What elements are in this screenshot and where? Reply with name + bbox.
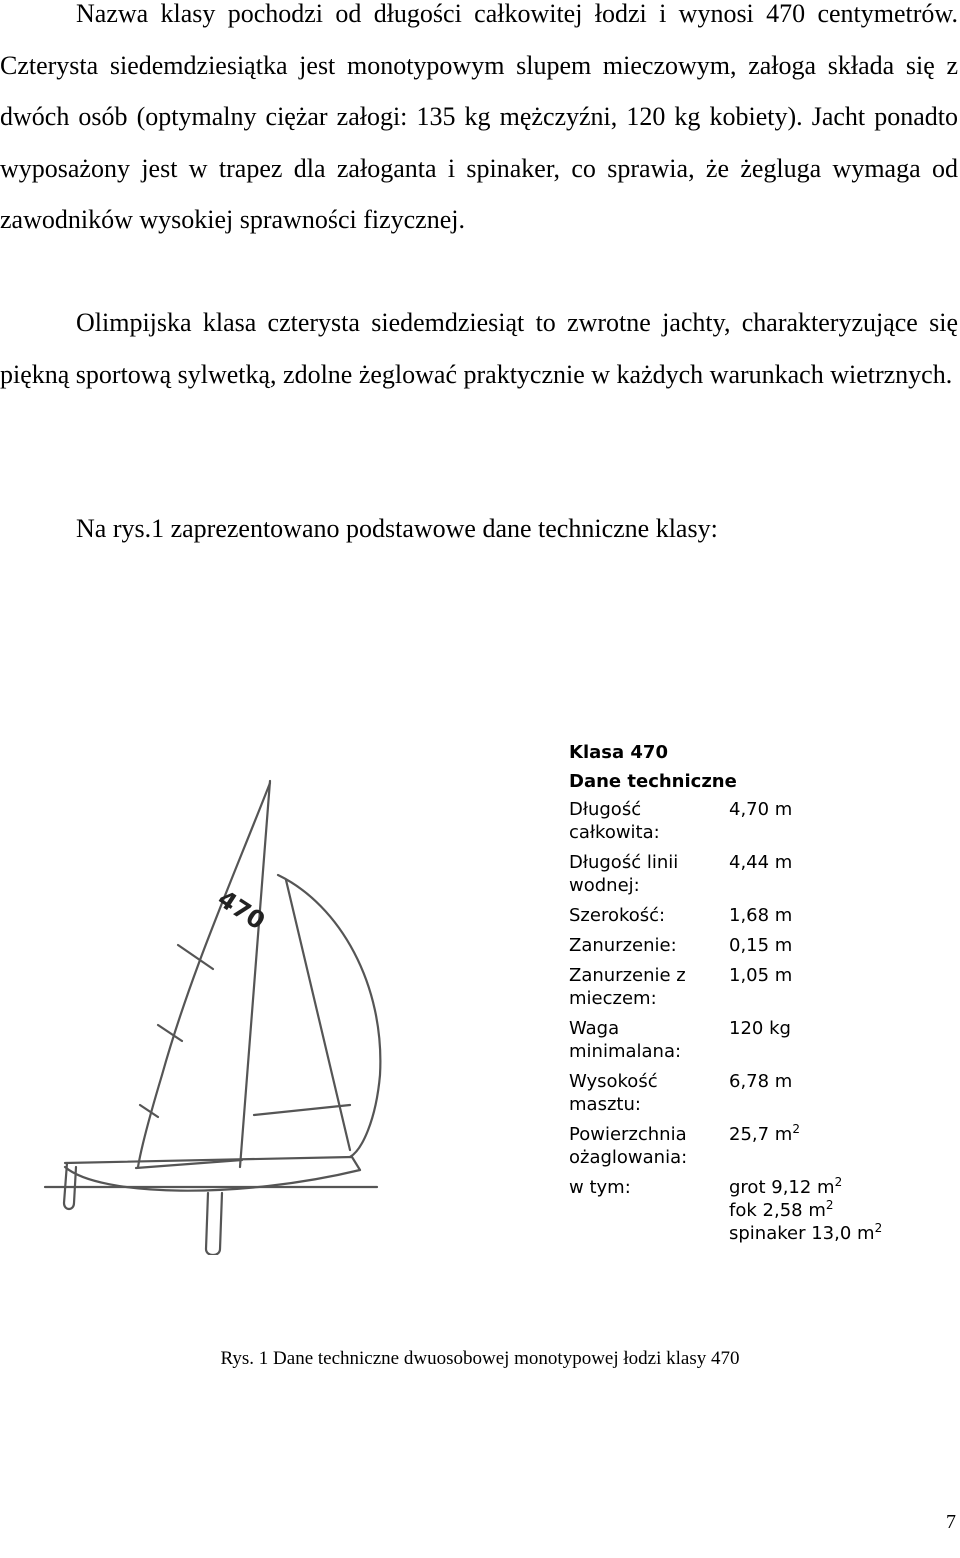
spinnaker [278, 875, 380, 1157]
spec-value [729, 1123, 882, 1176]
paragraph-text: Olimpijska klasa czterysta siedemdziesiąt to zwrotne jachty, charakteryzujące się piękną sportową sylwetką, zdolne żeglować praktycznie w każdych warunkach wietrznych. [0, 308, 958, 389]
breakdown-value: 9,12 m [771, 1177, 835, 1198]
centerboard [206, 1193, 222, 1255]
breakdown-item [729, 1176, 882, 1199]
spec-label: Waga minimalana: [569, 1018, 682, 1062]
batten [140, 1105, 158, 1117]
batten [158, 1025, 182, 1041]
mainsail-leech [138, 783, 270, 1167]
spec-label: Wysokość masztu: [569, 1071, 658, 1115]
spec-row-breakdown [569, 1176, 882, 1252]
spec-value: 1,68 m [729, 905, 793, 926]
value-text: 25,7 m [729, 1124, 793, 1145]
paragraph-figure-intro [0, 503, 958, 555]
figure-caption: Rys. 1 Dane techniczne dwuosobowej monotypowej łodzi klasy 470 [220, 1348, 740, 1369]
breakdown-value: 2,58 m [762, 1200, 826, 1221]
forestay [286, 880, 350, 1150]
hull-bow [352, 1157, 360, 1170]
boat-drawing [40, 775, 385, 1255]
spec-label: Zanurzenie z mieczem: [569, 965, 686, 1009]
breakdown-name: spinaker [729, 1223, 806, 1244]
spec-row [569, 798, 882, 851]
spec-label: Długość linii wodnej: [569, 852, 679, 896]
spec-row [569, 851, 882, 904]
batten [178, 945, 213, 969]
paragraph-olympic-class [0, 297, 958, 400]
spec-title: Klasa 470 [569, 742, 668, 763]
unit-exponent: 2 [792, 1122, 800, 1136]
unit-exponent: 2 [825, 1198, 834, 1212]
breakdown-label: w tym: [569, 1177, 631, 1198]
breakdown-name: grot [729, 1177, 766, 1198]
spec-row [569, 934, 882, 964]
breakdown-item [729, 1199, 882, 1222]
breakdown-values [729, 1176, 882, 1252]
spec-subtitle: Dane techniczne [569, 771, 737, 792]
spec-value: 120 kg [729, 1018, 791, 1039]
sail-number: 470 [212, 884, 271, 936]
page-number: 7 [946, 1511, 956, 1533]
technical-data-panel [569, 741, 889, 1252]
breakdown-value: 13,0 m [811, 1223, 875, 1244]
spec-table [569, 798, 882, 1252]
paragraph-text: Nazwa klasy pochodzi od długości całkowitej łodzi i wynosi 470 centymetrów. Czterysta siedemdziesiątka jest monotypowym slupem mieczowym, załoga składa się z dwóch osób (optymalny ciężar załogi: 135 kg mężczyźni, 120 kg kobiety). Jacht ponadto wyposażony jest w trapez dla załoganta i spinaker, co sprawia, że żegluga wymaga od zawodników wysokiej sprawności fizycznej. [0, 0, 958, 234]
spec-value: 6,78 m [729, 1071, 793, 1092]
breakdown-name: fok [729, 1200, 757, 1221]
paragraph-text: Na rys.1 zaprezentowano podstawowe dane techniczne klasy: [76, 514, 718, 543]
spec-label: Długość całkowita: [569, 799, 660, 843]
unit-exponent: 2 [874, 1221, 883, 1235]
spec-row [569, 1070, 882, 1123]
paragraph-class-origin [0, 0, 958, 246]
unit-exponent: 2 [834, 1175, 843, 1189]
spec-row [569, 964, 882, 1017]
spec-label: Powierzchnia ożaglowania: [569, 1124, 688, 1168]
spec-value: 0,15 m [729, 935, 793, 956]
spec-value: 4,44 m [729, 852, 793, 873]
mast [240, 781, 270, 1167]
spec-row [569, 1123, 882, 1176]
jib-sheet [254, 1105, 350, 1115]
spec-value: 4,70 m [729, 799, 793, 820]
spec-label: Szerokość: [569, 905, 666, 926]
spec-row [569, 1017, 882, 1070]
spec-label: Zanurzenie: [569, 935, 677, 956]
breakdown-item [729, 1222, 882, 1245]
spec-row [569, 904, 882, 934]
spec-value: 1,05 m [729, 965, 793, 986]
